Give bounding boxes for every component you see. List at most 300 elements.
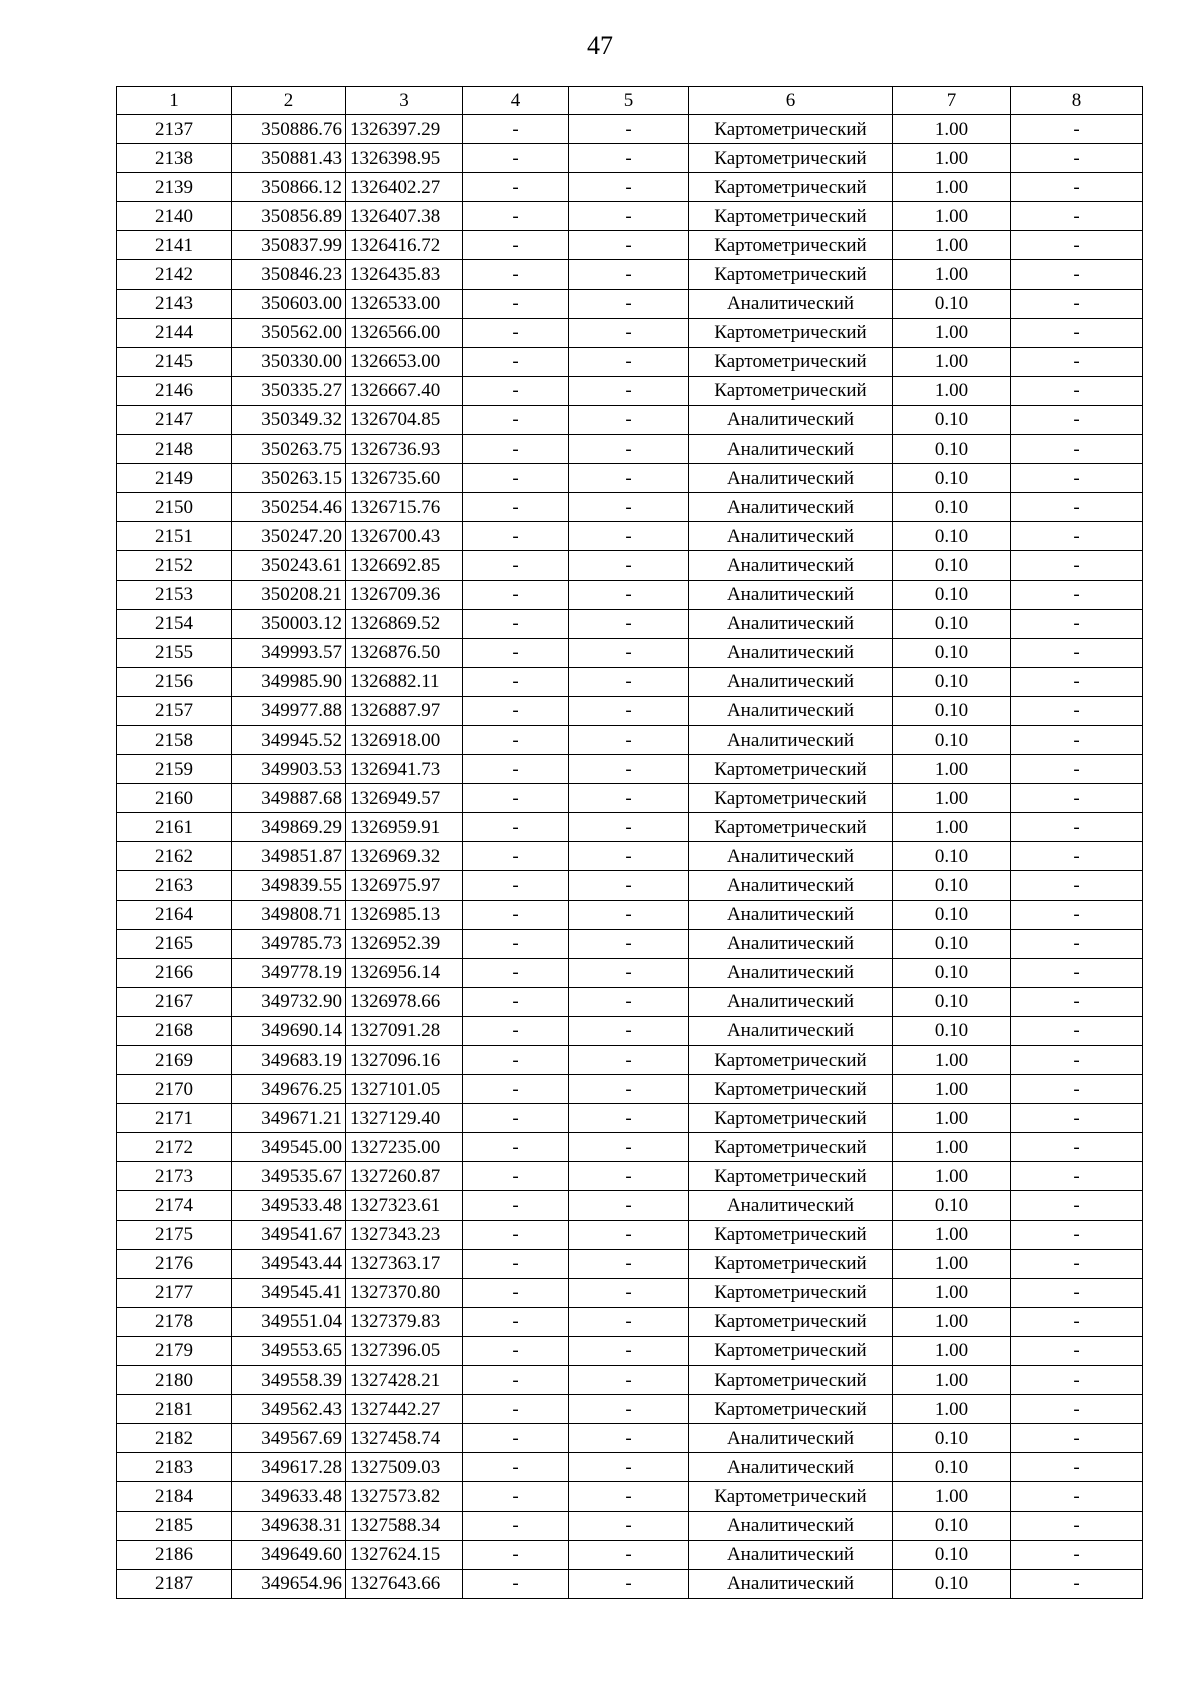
cell-point-number: 2147 [117, 405, 232, 434]
cell-column-8-value: - [1011, 725, 1143, 754]
cell-point-number: 2157 [117, 696, 232, 725]
cell-column-4-value: - [463, 1336, 569, 1365]
table-body [117, 115, 1143, 1599]
cell-method: Аналитический [689, 609, 893, 638]
table-row [117, 347, 1143, 376]
cell-coordinate-y: 1326667.40 [346, 376, 463, 405]
cell-column-8-value: - [1011, 900, 1143, 929]
cell-accuracy: 0.10 [893, 493, 1011, 522]
table-row [117, 580, 1143, 609]
cell-column-8-value: - [1011, 609, 1143, 638]
cell-column-8-value: - [1011, 1278, 1143, 1307]
cell-accuracy: 0.10 [893, 1569, 1011, 1598]
cell-method: Картометрический [689, 1278, 893, 1307]
coordinates-table [116, 86, 1143, 1599]
cell-coordinate-x: 349535.67 [232, 1162, 346, 1191]
table-row [117, 551, 1143, 580]
cell-column-4-value: - [463, 1540, 569, 1569]
cell-accuracy: 1.00 [893, 1307, 1011, 1336]
cell-point-number: 2160 [117, 784, 232, 813]
cell-accuracy: 1.00 [893, 1249, 1011, 1278]
cell-point-number: 2144 [117, 318, 232, 347]
cell-coordinate-x: 349533.48 [232, 1191, 346, 1220]
cell-column-4-value: - [463, 900, 569, 929]
cell-coordinate-y: 1326736.93 [346, 435, 463, 464]
cell-column-5-value: - [569, 522, 689, 551]
cell-coordinate-x: 349545.41 [232, 1278, 346, 1307]
cell-method: Картометрический [689, 376, 893, 405]
cell-coordinate-y: 1327624.15 [346, 1540, 463, 1569]
table-row [117, 435, 1143, 464]
cell-coordinate-y: 1326882.11 [346, 667, 463, 696]
cell-column-8-value: - [1011, 813, 1143, 842]
cell-column-5-value: - [569, 667, 689, 696]
cell-column-8-value: - [1011, 347, 1143, 376]
cell-coordinate-y: 1327509.03 [346, 1453, 463, 1482]
cell-accuracy: 1.00 [893, 376, 1011, 405]
table-header-row [117, 87, 1143, 115]
table-row [117, 1016, 1143, 1045]
cell-column-4-value: - [463, 987, 569, 1016]
table-row [117, 1336, 1143, 1365]
cell-point-number: 2158 [117, 725, 232, 754]
cell-method: Аналитический [689, 1453, 893, 1482]
table-row [117, 1162, 1143, 1191]
cell-point-number: 2149 [117, 464, 232, 493]
cell-column-5-value: - [569, 1569, 689, 1598]
cell-column-8-value: - [1011, 318, 1143, 347]
cell-coordinate-y: 1326969.32 [346, 842, 463, 871]
cell-method: Картометрический [689, 1104, 893, 1133]
cell-column-4-value: - [463, 1366, 569, 1395]
cell-column-8-value: - [1011, 1133, 1143, 1162]
cell-point-number: 2182 [117, 1424, 232, 1453]
cell-column-8-value: - [1011, 580, 1143, 609]
cell-column-4-value: - [463, 667, 569, 696]
cell-point-number: 2170 [117, 1075, 232, 1104]
cell-column-5-value: - [569, 638, 689, 667]
cell-column-4-value: - [463, 1307, 569, 1336]
cell-column-8-value: - [1011, 1307, 1143, 1336]
cell-coordinate-x: 349649.60 [232, 1540, 346, 1569]
cell-point-number: 2166 [117, 958, 232, 987]
cell-column-4-value: - [463, 289, 569, 318]
cell-column-8-value: - [1011, 1453, 1143, 1482]
cell-column-5-value: - [569, 1104, 689, 1133]
cell-coordinate-y: 1327129.40 [346, 1104, 463, 1133]
table-row [117, 1482, 1143, 1511]
cell-method: Аналитический [689, 435, 893, 464]
cell-column-4-value: - [463, 376, 569, 405]
cell-coordinate-y: 1326653.00 [346, 347, 463, 376]
cell-column-4-value: - [463, 1482, 569, 1511]
table-row [117, 696, 1143, 725]
cell-accuracy: 1.00 [893, 1395, 1011, 1424]
cell-column-5-value: - [569, 405, 689, 434]
table-row [117, 1395, 1143, 1424]
cell-method: Аналитический [689, 1191, 893, 1220]
cell-column-8-value: - [1011, 493, 1143, 522]
cell-method: Картометрический [689, 784, 893, 813]
cell-column-4-value: - [463, 1162, 569, 1191]
cell-accuracy: 0.10 [893, 405, 1011, 434]
column-header: 5 [569, 87, 689, 115]
cell-column-5-value: - [569, 435, 689, 464]
cell-coordinate-y: 1326398.95 [346, 144, 463, 173]
table-row [117, 493, 1143, 522]
cell-point-number: 2152 [117, 551, 232, 580]
cell-coordinate-x: 350247.20 [232, 522, 346, 551]
cell-coordinate-y: 1326978.66 [346, 987, 463, 1016]
cell-column-5-value: - [569, 1366, 689, 1395]
cell-coordinate-y: 1326952.39 [346, 929, 463, 958]
cell-column-5-value: - [569, 1191, 689, 1220]
cell-column-8-value: - [1011, 784, 1143, 813]
cell-accuracy: 1.00 [893, 318, 1011, 347]
cell-column-4-value: - [463, 464, 569, 493]
table-row [117, 987, 1143, 1016]
cell-method: Аналитический [689, 696, 893, 725]
cell-coordinate-y: 1327323.61 [346, 1191, 463, 1220]
cell-method: Картометрический [689, 1307, 893, 1336]
cell-point-number: 2172 [117, 1133, 232, 1162]
cell-column-4-value: - [463, 1395, 569, 1424]
cell-column-4-value: - [463, 784, 569, 813]
cell-accuracy: 1.00 [893, 1278, 1011, 1307]
cell-column-4-value: - [463, 1075, 569, 1104]
cell-method: Аналитический [689, 1424, 893, 1453]
cell-coordinate-y: 1326407.38 [346, 202, 463, 231]
cell-coordinate-x: 350866.12 [232, 173, 346, 202]
cell-coordinate-x: 349633.48 [232, 1482, 346, 1511]
cell-coordinate-x: 349543.44 [232, 1249, 346, 1278]
cell-column-4-value: - [463, 173, 569, 202]
cell-accuracy: 1.00 [893, 260, 1011, 289]
cell-accuracy: 0.10 [893, 609, 1011, 638]
cell-accuracy: 0.10 [893, 725, 1011, 754]
cell-column-8-value: - [1011, 1220, 1143, 1249]
table-row [117, 813, 1143, 842]
cell-column-4-value: - [463, 522, 569, 551]
table-row [117, 1075, 1143, 1104]
cell-coordinate-y: 1327363.17 [346, 1249, 463, 1278]
cell-coordinate-x: 349671.21 [232, 1104, 346, 1133]
cell-coordinate-x: 350603.00 [232, 289, 346, 318]
cell-accuracy: 1.00 [893, 1220, 1011, 1249]
table-row [117, 231, 1143, 260]
cell-coordinate-y: 1327379.83 [346, 1307, 463, 1336]
cell-accuracy: 0.10 [893, 1511, 1011, 1540]
cell-method: Аналитический [689, 842, 893, 871]
cell-point-number: 2185 [117, 1511, 232, 1540]
table-row [117, 755, 1143, 784]
cell-column-5-value: - [569, 1046, 689, 1075]
cell-coordinate-x: 349638.31 [232, 1511, 346, 1540]
cell-coordinate-y: 1326700.43 [346, 522, 463, 551]
cell-column-4-value: - [463, 318, 569, 347]
cell-column-5-value: - [569, 725, 689, 754]
cell-column-4-value: - [463, 755, 569, 784]
table-row [117, 1569, 1143, 1598]
cell-column-5-value: - [569, 1482, 689, 1511]
table-row [117, 667, 1143, 696]
cell-column-8-value: - [1011, 929, 1143, 958]
cell-method: Картометрический [689, 1395, 893, 1424]
cell-point-number: 2167 [117, 987, 232, 1016]
cell-point-number: 2174 [117, 1191, 232, 1220]
table-row [117, 1307, 1143, 1336]
table-row [117, 202, 1143, 231]
cell-coordinate-x: 350886.76 [232, 115, 346, 144]
cell-coordinate-x: 350263.75 [232, 435, 346, 464]
cell-coordinate-y: 1326949.57 [346, 784, 463, 813]
cell-accuracy: 1.00 [893, 144, 1011, 173]
cell-accuracy: 0.10 [893, 289, 1011, 318]
table-row [117, 609, 1143, 638]
cell-coordinate-x: 349690.14 [232, 1016, 346, 1045]
cell-coordinate-y: 1326715.76 [346, 493, 463, 522]
cell-column-5-value: - [569, 842, 689, 871]
cell-method: Картометрический [689, 1366, 893, 1395]
cell-coordinate-x: 349732.90 [232, 987, 346, 1016]
cell-coordinate-y: 1327643.66 [346, 1569, 463, 1598]
cell-column-4-value: - [463, 551, 569, 580]
cell-column-4-value: - [463, 580, 569, 609]
cell-column-4-value: - [463, 231, 569, 260]
cell-column-8-value: - [1011, 1046, 1143, 1075]
cell-point-number: 2176 [117, 1249, 232, 1278]
cell-coordinate-x: 349567.69 [232, 1424, 346, 1453]
cell-coordinate-x: 350254.46 [232, 493, 346, 522]
cell-column-4-value: - [463, 493, 569, 522]
cell-accuracy: 1.00 [893, 784, 1011, 813]
table-row [117, 1191, 1143, 1220]
cell-coordinate-x: 350243.61 [232, 551, 346, 580]
cell-column-8-value: - [1011, 1336, 1143, 1365]
cell-point-number: 2183 [117, 1453, 232, 1482]
cell-column-8-value: - [1011, 1540, 1143, 1569]
cell-column-8-value: - [1011, 1569, 1143, 1598]
cell-point-number: 2181 [117, 1395, 232, 1424]
cell-column-8-value: - [1011, 289, 1143, 318]
cell-accuracy: 1.00 [893, 813, 1011, 842]
cell-column-4-value: - [463, 405, 569, 434]
cell-method: Картометрический [689, 1482, 893, 1511]
cell-coordinate-y: 1326692.85 [346, 551, 463, 580]
cell-column-8-value: - [1011, 1424, 1143, 1453]
cell-method: Картометрический [689, 347, 893, 376]
table-row [117, 1366, 1143, 1395]
cell-point-number: 2141 [117, 231, 232, 260]
cell-column-8-value: - [1011, 1016, 1143, 1045]
cell-method: Аналитический [689, 1540, 893, 1569]
cell-coordinate-y: 1327588.34 [346, 1511, 463, 1540]
cell-accuracy: 1.00 [893, 202, 1011, 231]
cell-accuracy: 1.00 [893, 1075, 1011, 1104]
cell-coordinate-x: 349545.00 [232, 1133, 346, 1162]
table-row [117, 842, 1143, 871]
cell-column-4-value: - [463, 929, 569, 958]
cell-accuracy: 0.10 [893, 1540, 1011, 1569]
cell-column-5-value: - [569, 1133, 689, 1162]
cell-column-5-value: - [569, 464, 689, 493]
cell-coordinate-x: 350349.32 [232, 405, 346, 434]
cell-column-5-value: - [569, 1540, 689, 1569]
cell-accuracy: 0.10 [893, 958, 1011, 987]
cell-column-5-value: - [569, 1453, 689, 1482]
cell-method: Аналитический [689, 638, 893, 667]
cell-method: Аналитический [689, 667, 893, 696]
cell-coordinate-y: 1327396.05 [346, 1336, 463, 1365]
cell-column-4-value: - [463, 958, 569, 987]
cell-column-4-value: - [463, 609, 569, 638]
cell-accuracy: 1.00 [893, 347, 1011, 376]
cell-coordinate-y: 1326735.60 [346, 464, 463, 493]
cell-column-8-value: - [1011, 1395, 1143, 1424]
cell-coordinate-y: 1327096.16 [346, 1046, 463, 1075]
cell-column-4-value: - [463, 813, 569, 842]
cell-point-number: 2150 [117, 493, 232, 522]
cell-column-8-value: - [1011, 638, 1143, 667]
cell-point-number: 2143 [117, 289, 232, 318]
cell-column-4-value: - [463, 1278, 569, 1307]
cell-coordinate-x: 349977.88 [232, 696, 346, 725]
cell-coordinate-x: 349869.29 [232, 813, 346, 842]
cell-column-5-value: - [569, 115, 689, 144]
table-row [117, 871, 1143, 900]
cell-coordinate-x: 349887.68 [232, 784, 346, 813]
cell-column-5-value: - [569, 1278, 689, 1307]
cell-method: Картометрический [689, 1336, 893, 1365]
table-row [117, 260, 1143, 289]
cell-column-5-value: - [569, 202, 689, 231]
cell-coordinate-y: 1326704.85 [346, 405, 463, 434]
cell-column-8-value: - [1011, 1249, 1143, 1278]
cell-column-5-value: - [569, 871, 689, 900]
cell-coordinate-x: 349541.67 [232, 1220, 346, 1249]
cell-point-number: 2138 [117, 144, 232, 173]
cell-column-8-value: - [1011, 435, 1143, 464]
cell-column-5-value: - [569, 318, 689, 347]
table-row [117, 173, 1143, 202]
cell-coordinate-x: 350263.15 [232, 464, 346, 493]
cell-coordinate-x: 349558.39 [232, 1366, 346, 1395]
cell-column-5-value: - [569, 1336, 689, 1365]
cell-method: Картометрический [689, 1133, 893, 1162]
cell-method: Картометрический [689, 1075, 893, 1104]
cell-coordinate-x: 349553.65 [232, 1336, 346, 1365]
cell-column-5-value: - [569, 580, 689, 609]
cell-column-5-value: - [569, 987, 689, 1016]
cell-accuracy: 0.10 [893, 551, 1011, 580]
cell-column-5-value: - [569, 900, 689, 929]
cell-coordinate-y: 1326402.27 [346, 173, 463, 202]
cell-accuracy: 1.00 [893, 115, 1011, 144]
cell-column-5-value: - [569, 1249, 689, 1278]
table-row [117, 376, 1143, 405]
cell-coordinate-x: 350856.89 [232, 202, 346, 231]
cell-accuracy: 1.00 [893, 173, 1011, 202]
cell-coordinate-x: 350562.00 [232, 318, 346, 347]
cell-coordinate-x: 349945.52 [232, 725, 346, 754]
cell-coordinate-x: 350208.21 [232, 580, 346, 609]
table-row [117, 725, 1143, 754]
cell-column-4-value: - [463, 347, 569, 376]
cell-point-number: 2146 [117, 376, 232, 405]
cell-column-5-value: - [569, 493, 689, 522]
cell-point-number: 2139 [117, 173, 232, 202]
cell-column-8-value: - [1011, 231, 1143, 260]
cell-point-number: 2154 [117, 609, 232, 638]
cell-coordinate-y: 1326941.73 [346, 755, 463, 784]
cell-method: Картометрический [689, 173, 893, 202]
cell-column-8-value: - [1011, 958, 1143, 987]
cell-method: Аналитический [689, 1511, 893, 1540]
cell-accuracy: 1.00 [893, 1046, 1011, 1075]
cell-coordinate-x: 349985.90 [232, 667, 346, 696]
cell-accuracy: 0.10 [893, 987, 1011, 1016]
cell-method: Аналитический [689, 900, 893, 929]
cell-column-8-value: - [1011, 1366, 1143, 1395]
cell-method: Аналитический [689, 725, 893, 754]
cell-column-8-value: - [1011, 202, 1143, 231]
cell-coordinate-x: 349808.71 [232, 900, 346, 929]
page-number: 47 [587, 31, 613, 60]
cell-column-5-value: - [569, 376, 689, 405]
cell-method: Картометрический [689, 755, 893, 784]
cell-accuracy: 0.10 [893, 900, 1011, 929]
cell-column-4-value: - [463, 1424, 569, 1453]
cell-column-4-value: - [463, 1104, 569, 1133]
cell-accuracy: 0.10 [893, 842, 1011, 871]
cell-coordinate-x: 349654.96 [232, 1569, 346, 1598]
cell-column-4-value: - [463, 842, 569, 871]
cell-coordinate-x: 349683.19 [232, 1046, 346, 1075]
cell-accuracy: 1.00 [893, 1133, 1011, 1162]
cell-column-4-value: - [463, 871, 569, 900]
cell-column-5-value: - [569, 260, 689, 289]
cell-coordinate-x: 349562.43 [232, 1395, 346, 1424]
cell-column-8-value: - [1011, 1191, 1143, 1220]
cell-method: Аналитический [689, 522, 893, 551]
cell-coordinate-y: 1327101.05 [346, 1075, 463, 1104]
cell-point-number: 2179 [117, 1336, 232, 1365]
cell-accuracy: 1.00 [893, 1104, 1011, 1133]
cell-method: Картометрический [689, 813, 893, 842]
cell-accuracy: 1.00 [893, 1482, 1011, 1511]
cell-coordinate-x: 349851.87 [232, 842, 346, 871]
cell-coordinate-y: 1327091.28 [346, 1016, 463, 1045]
cell-column-5-value: - [569, 173, 689, 202]
cell-method: Аналитический [689, 289, 893, 318]
table-row [117, 1453, 1143, 1482]
cell-accuracy: 0.10 [893, 522, 1011, 551]
cell-accuracy: 0.10 [893, 1424, 1011, 1453]
cell-point-number: 2145 [117, 347, 232, 376]
cell-point-number: 2180 [117, 1366, 232, 1395]
cell-coordinate-y: 1326985.13 [346, 900, 463, 929]
cell-column-5-value: - [569, 1424, 689, 1453]
cell-point-number: 2171 [117, 1104, 232, 1133]
cell-accuracy: 0.10 [893, 1016, 1011, 1045]
cell-column-4-value: - [463, 1133, 569, 1162]
table-row [117, 929, 1143, 958]
column-header: 6 [689, 87, 893, 115]
cell-column-5-value: - [569, 609, 689, 638]
cell-coordinate-x: 349903.53 [232, 755, 346, 784]
cell-point-number: 2148 [117, 435, 232, 464]
cell-column-8-value: - [1011, 1511, 1143, 1540]
